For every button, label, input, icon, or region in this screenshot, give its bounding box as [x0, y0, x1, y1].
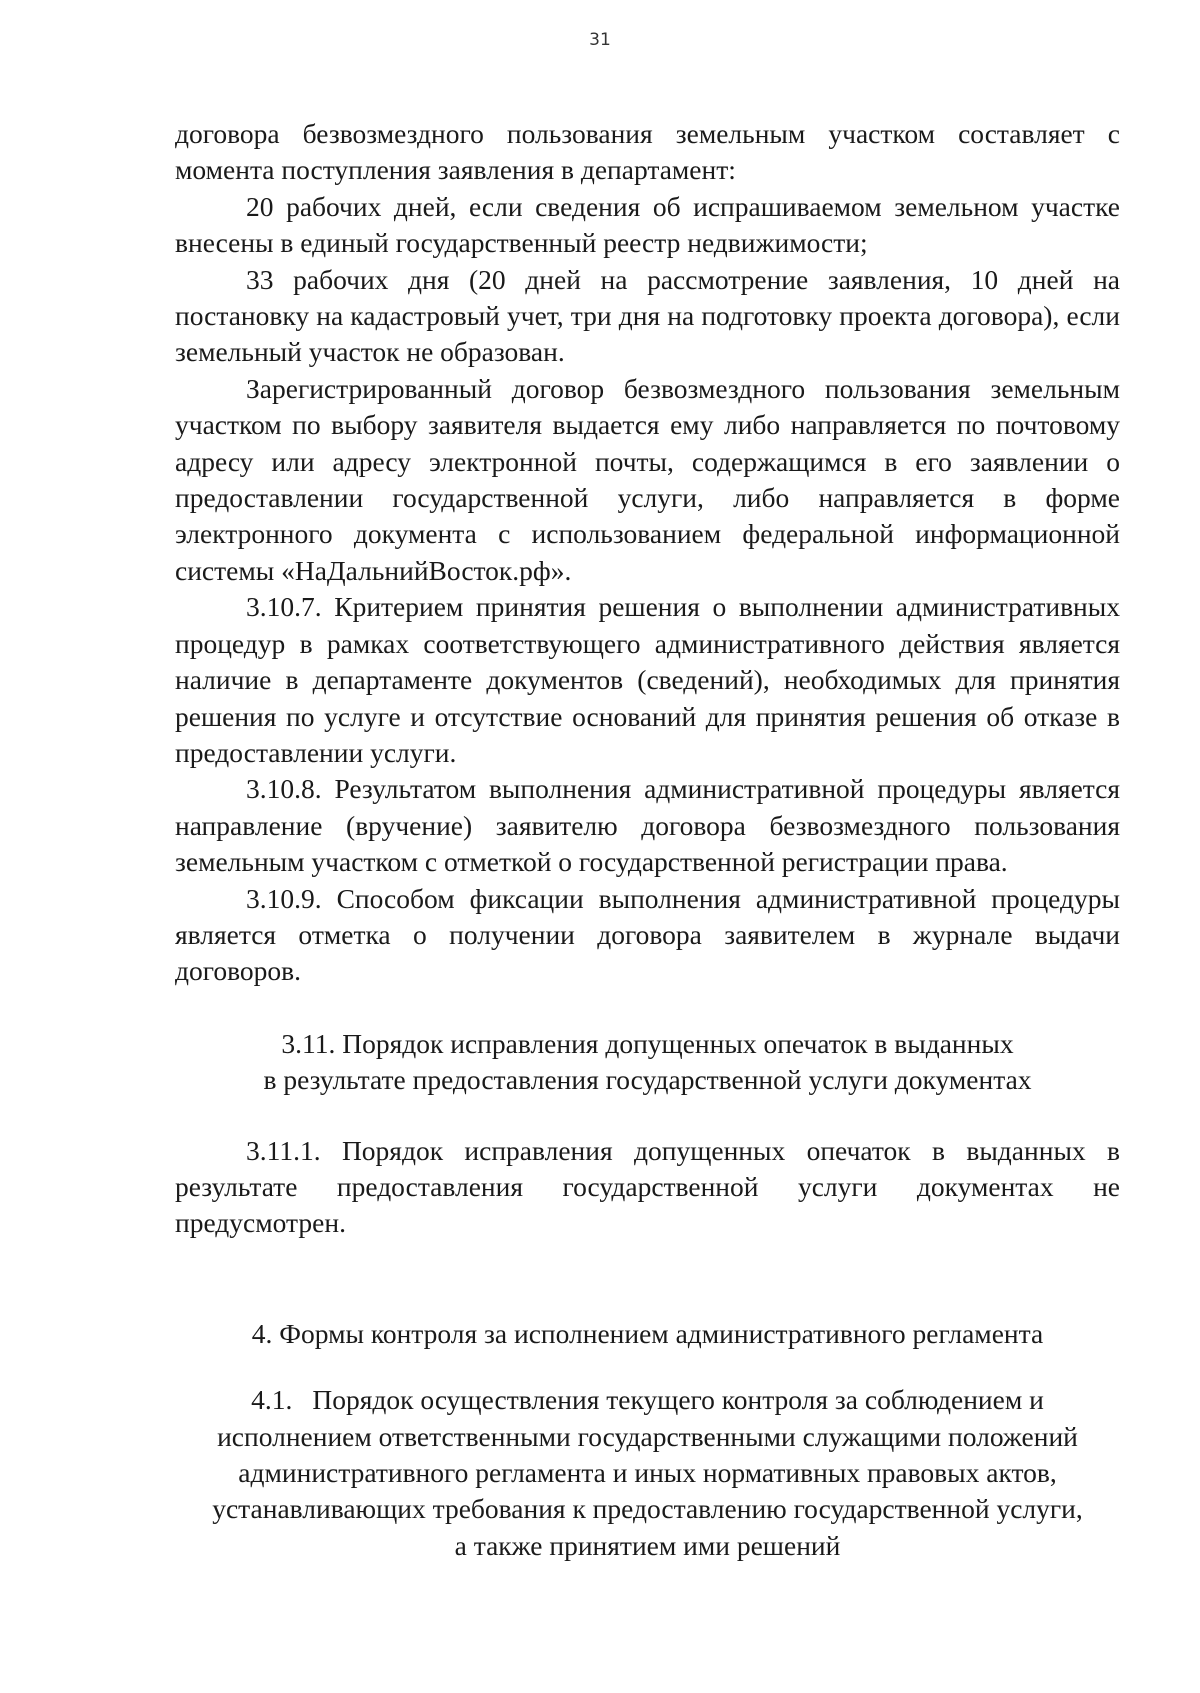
paragraph-3-10-8: 3.10.8. Результатом выполнения административной процедуры является направление (вручение) заявителю договора безвозмездного пользования земельным участком с отметкой о государственной регистрации права. — [175, 773, 1120, 878]
document-body — [175, 116, 1120, 1564]
paragraph-20-days: 20 рабочих дней, если сведения об испрашиваемом земельном участке внесены в единый государственный реестр недвижимости; — [175, 190, 1120, 259]
heading-4-1-number: 4.1. — [251, 1384, 293, 1416]
paragraph-contract-term: договора безвозмездного пользования земельным участком составляет с момента поступления заявления в департамент: — [175, 118, 1120, 186]
paragraph-3-10-7: 3.10.7. Критерием принятия решения о выполнении административных процедур в рамках соответствующего административного действия является наличие в департаменте документов (сведений), необходимых для принятия решения по услуге и отсутствие оснований для принятия решения об отказе в предоставлении услуги. — [175, 591, 1120, 768]
paragraph-3-11-1: 3.11.1. Порядок исправления допущенных опечаток в выданных в результате предоставления государственной услуги документах не предусмотрен. — [175, 1134, 1120, 1239]
heading-4-1-line-5: а также принятием ими решений — [454, 1529, 841, 1561]
heading-3-11-line-2: в результате предоставления государственной услуги документах — [263, 1064, 1032, 1096]
heading-4-1-line-1 — [175, 1382, 1120, 1418]
heading-4-1-line-3: административного регламента и иных нормативных правовых актов, — [238, 1457, 1057, 1488]
paragraph-33-days: 33 рабочих дня (20 дней на рассмотрение заявления, 10 дней на постановку на кадастровый учет, три дня на подготовку проекта договора), если земельный участок не образован. — [175, 263, 1120, 368]
heading-4-1-line-4: устанавливающих требования к предоставлению государственной услуги, — [212, 1493, 1083, 1525]
section-heading-4-1 — [175, 1382, 1120, 1564]
heading-3-11-line-1: 3.11. Порядок исправления допущенных опечаток в выданных — [281, 1027, 1014, 1059]
section-heading-4: 4. Формы контроля за исполнением административного регламента — [251, 1317, 1044, 1349]
section-heading-3-11 — [175, 1026, 1120, 1099]
heading-4-1-line-2: исполнением ответственными государственными служащими положений — [217, 1420, 1078, 1452]
paragraph-3-10-9: 3.10.9. Способом фиксации выполнения административной процедуры является отметка о получении договора заявителем в журнале выдачи договоров. — [175, 882, 1120, 987]
heading-4-1-line-1-text: Порядок осуществления текущего контроля за соблюдением и — [312, 1384, 1044, 1416]
page-number: 31 — [589, 30, 611, 50]
paragraph-registered-contract: Зарегистрированный договор безвозмездного пользования земельным участком по выбору заявителя выдается ему либо направляется по почтовому адресу или адресу электронной почты, содержащимся в его заявлении о предоставлении государственной услуги, либо направляется в форме электронного документа с использованием федеральной информационной системы «НаДальнийВосток.рф». — [175, 372, 1120, 586]
